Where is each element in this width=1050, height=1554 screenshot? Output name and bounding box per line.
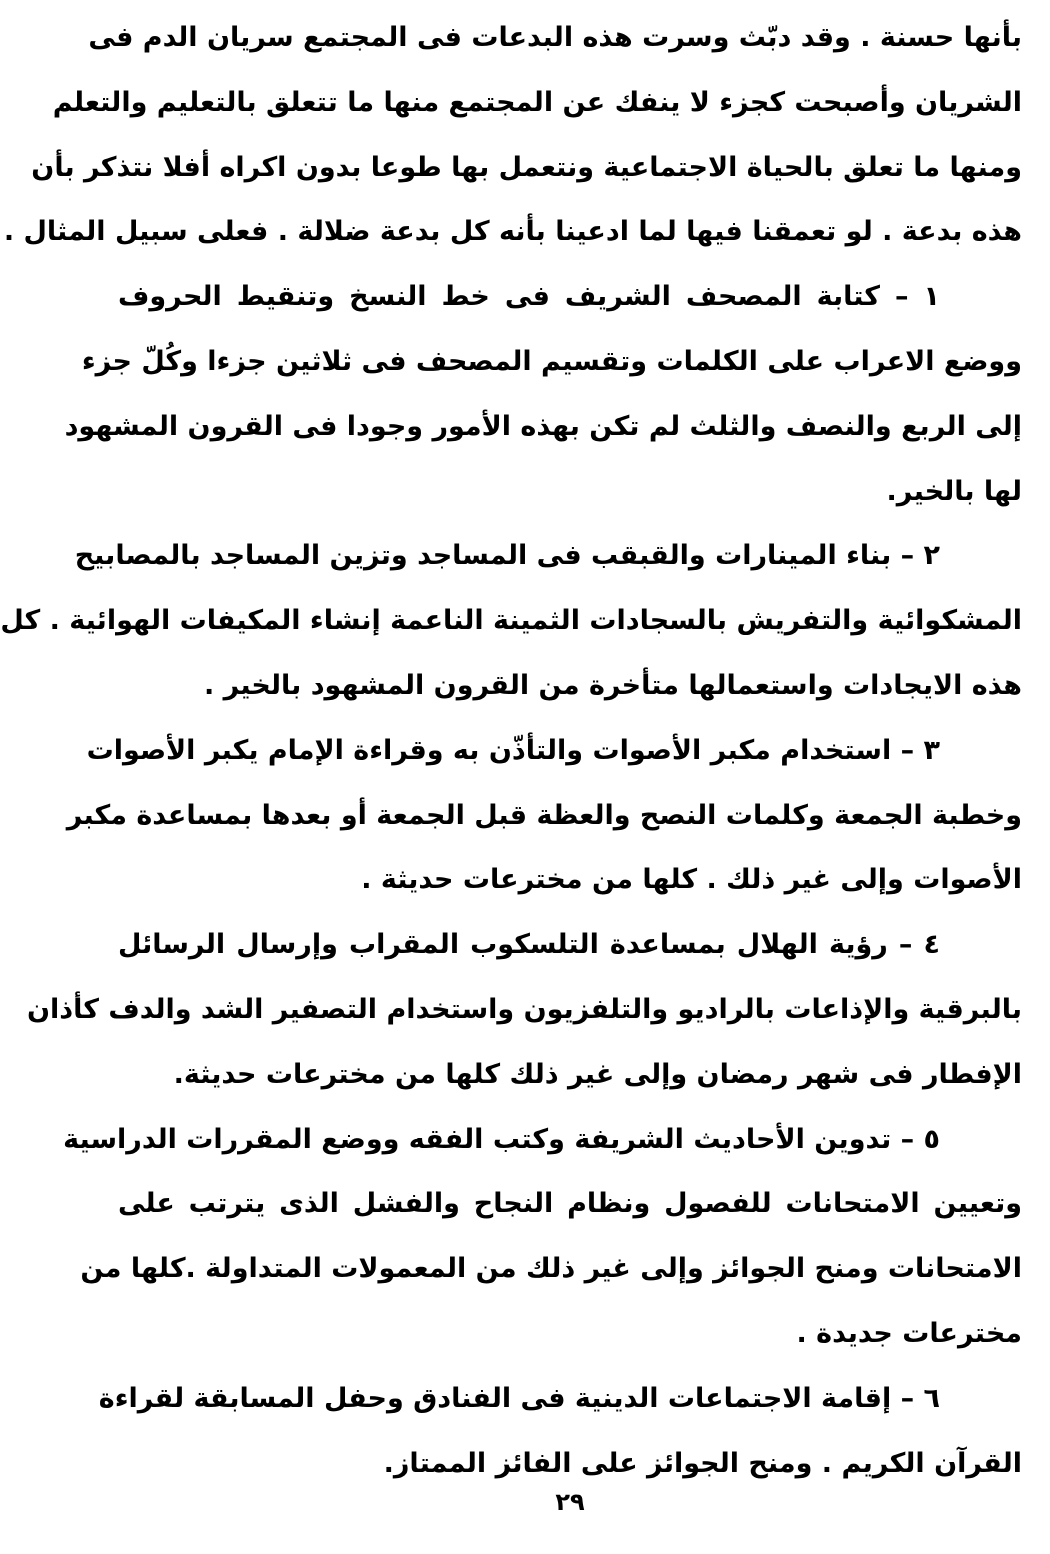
text-line: هذه بدعة . لو تعمقنا فيها لما ادعينا بأنه كل بدعة ضلالة . فعلى سبيل المثال .	[3, 216, 1022, 248]
list-item-1-line: ١ – كتابة المصحف الشريف فى خط النسخ وتنقيط الحروف	[118, 281, 940, 313]
text-line: وتعيين الامتحانات للفصول ونظام النجاح والفشل الذى يترتب على	[118, 1188, 1022, 1220]
text-line: القرآن الكريم . ومنح الجوائز على الفائز الممتاز.	[383, 1447, 1022, 1479]
list-item-2-line: ٢ – بناء المينارات والقبقب فى المساجد وتزين المساجد بالمصابيح	[74, 540, 940, 572]
text-line: المشكوائية والتفريش بالسجادات الثمينة الناعمة إنشاء المكيفات الهوائية . كل	[0, 605, 1022, 637]
list-item-5-line: ٥ – تدوين الأحاديث الشريفة وكتب الفقه ووضع المقررات الدراسية	[63, 1123, 940, 1155]
text-line: الامتحانات ومنح الجوائز وإلى غير ذلك من المعمولات المتداولة .كلها من	[80, 1253, 1022, 1285]
text-line: وخطبة الجمعة وكلمات النصح والعظة قبل الجمعة أو بعدها بمساعدة مكبر	[66, 799, 1022, 831]
text-line: ووضع الاعراب على الكلمات وتقسيم المصحف فى ثلاثين جزءا وكُلّ جزء	[81, 345, 1022, 377]
text-line: الشريان وأصبحت كجزء لا ينفك عن المجتمع منها ما تتعلق بالتعليم والتعلم	[52, 86, 1022, 118]
list-item-4-line: ٤ – رؤية الهلال بمساعدة التلسكوب المقراب وإرسال الرسائل	[118, 929, 940, 961]
text-line: ومنها ما تعلق بالحياة الاجتماعية ونتعمل بها طوعا بدون اكراه أفلا نتذكر بأن	[31, 151, 1022, 183]
text-line: بالبرقية والإذاعات بالراديو والتلفزيون واستخدام التصفير الشد والدف كأذان	[27, 993, 1022, 1025]
list-item-6-line: ٦ – إقامة الاجتماعات الدينية فى الفنادق وحفل المسابقة لقراءة	[98, 1382, 940, 1414]
list-item-3-line: ٣ – استخدام مكبر الأصوات والتأذّن به وقراءة الإمام يكبر الأصوات	[86, 734, 940, 766]
text-line: الإفطار فى شهر رمضان وإلى غير ذلك كلها من مخترعات حديثة.	[173, 1058, 1022, 1090]
text-line: هذه الايجادات واستعمالها متأخرة من القرون المشهود بالخير .	[203, 669, 1022, 701]
text-line: لها بالخير.	[886, 475, 1022, 507]
page-number: ٢٩	[555, 1488, 585, 1516]
text-line: الأصوات وإلى غير ذلك . كلها من مخترعات حديثة .	[361, 864, 1022, 896]
text-line: مخترعات جديدة .	[796, 1317, 1022, 1349]
text-line: بأنها حسنة . وقد دبّث وسرت هذه البدعات فى المجتمع سريان الدم فى	[88, 22, 1022, 53]
text-line: إلى الربع والنصف والثلث لم تكن بهذه الأمور وجودا فى القرون المشهود	[64, 410, 1022, 442]
